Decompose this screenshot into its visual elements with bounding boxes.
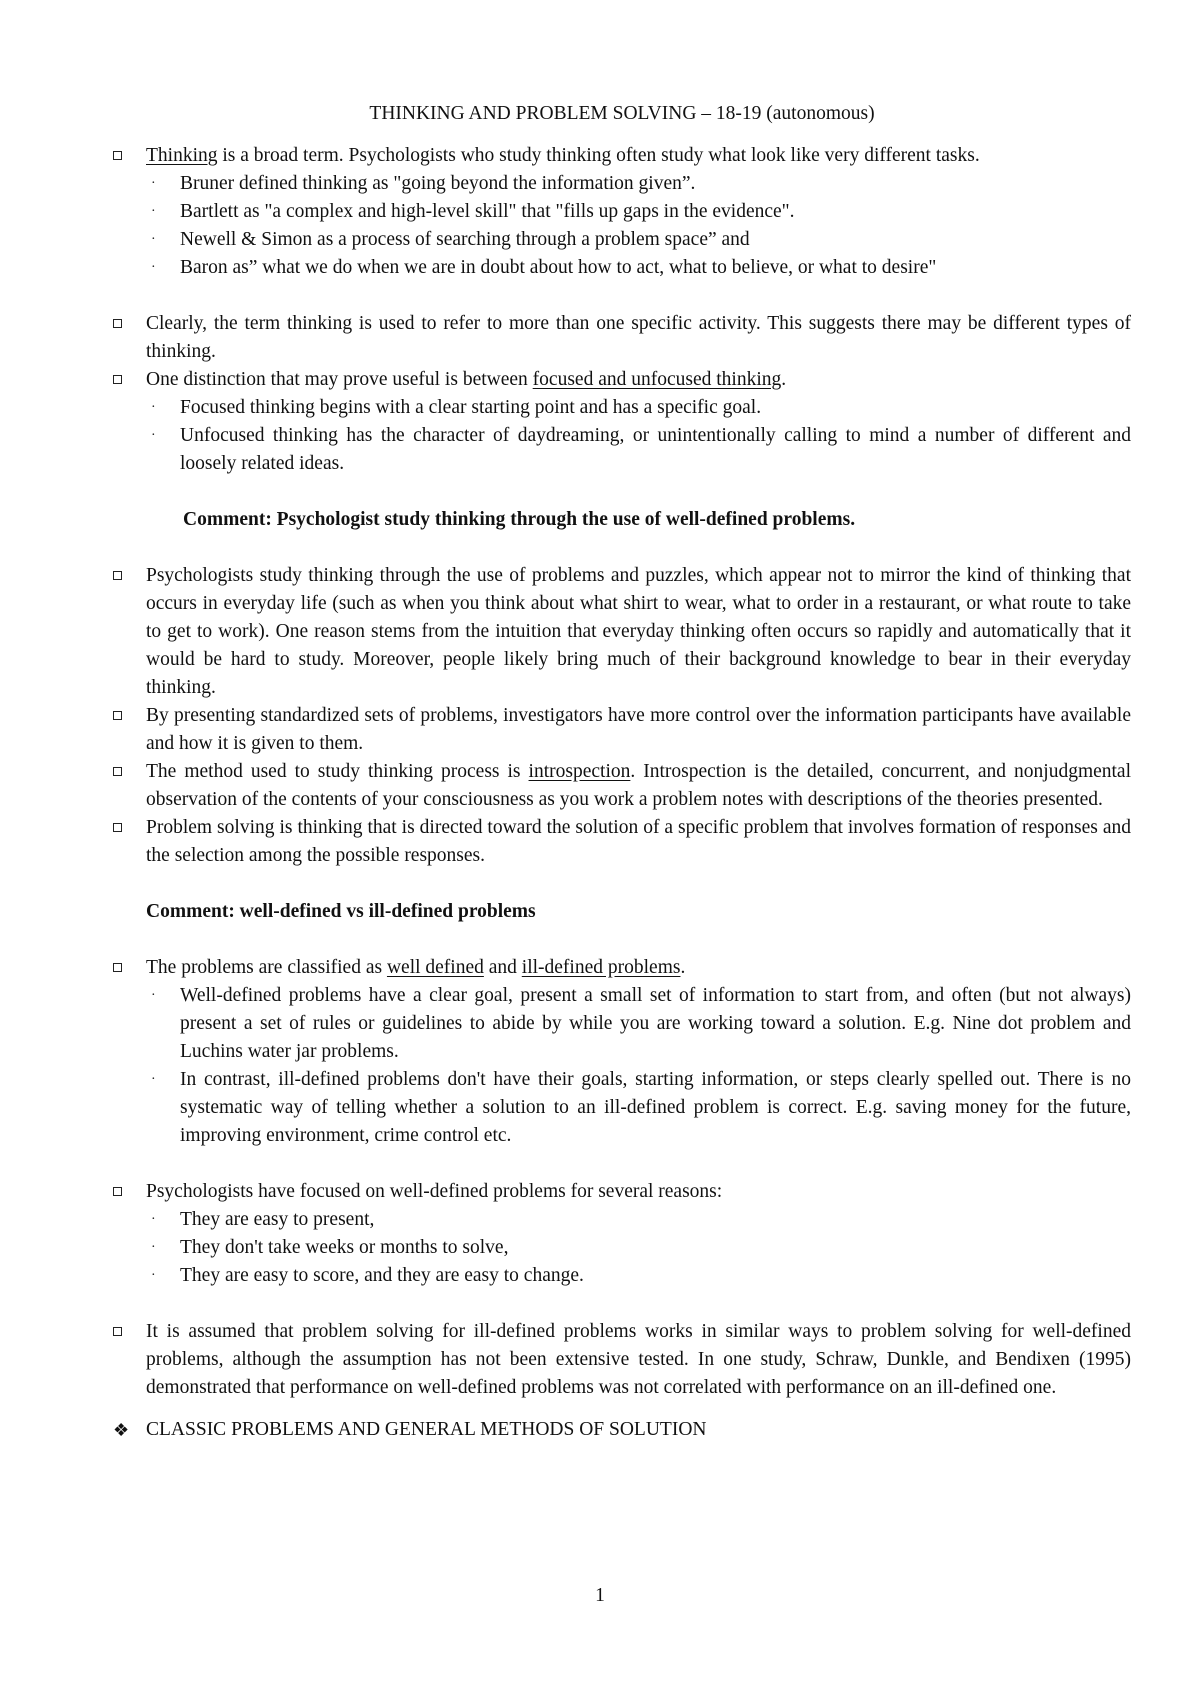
list-item: Clearly, the term thinking is used to refer to more than one specific activity. This suggests there may be different types of thinking. [113, 310, 1131, 366]
sub-list [113, 170, 1131, 282]
dot-bullet-icon: · [151, 1268, 156, 1283]
sub-list-item: · In contrast, ill-defined problems don't have their goals, starting information, or steps clearly spelled out. There is no systematic way of telling whether a solution to an ill-defined problem is correct. E.g. saving money for the future, improving environment, crime control etc. [113, 1066, 1131, 1150]
checkbox-bullet-icon [113, 823, 122, 832]
sub-list [113, 982, 1131, 1150]
list-item: Psychologists study thinking through the use of problems and puzzles, which appear not to mirror the kind of thinking that occurs in everyday life (such as when you think about what shirt to wear, what to order in a restaurant, or what route to take to get to work). One reason stems from the intuition that everyday thinking often occurs so rapidly and automatically that it would be hard to study. Moreover, people likely bring much of their background knowledge to bear in their everyday thinking. [113, 562, 1131, 702]
term-focused-unfocused: focused and unfocused thinking [532, 369, 782, 390]
sub-list-item: · They don't take weeks or months to solve, [113, 1234, 1131, 1262]
sub-list-item: · Focused thinking begins with a clear starting point and has a specific goal. [113, 394, 1131, 422]
sub-list-item: · Bartlett as "a complex and high-level skill" that "fills up gaps in the evidence". [113, 198, 1131, 226]
sub-list-item: · Baron as” what we do when we are in doubt about how to act, what to believe, or what to desire" [113, 254, 1131, 282]
list-item: One distinction that may prove useful is between focused and unfocused thinking. [113, 366, 1131, 394]
term-well-defined: well defined [386, 957, 484, 978]
sub-list-item: · They are easy to score, and they are easy to change. [113, 1262, 1131, 1290]
sub-list-item: · Well-defined problems have a clear goal, present a small set of information to start from, and often (but not always) present a set of rules or guidelines to abide by while you are working toward a solution. E.g. Nine dot problem and Luchins water jar problems. [113, 982, 1131, 1066]
list-item: Problem solving is thinking that is directed toward the solution of a specific problem that involves formation of responses and the selection among the possible responses. [113, 814, 1131, 870]
list-item: It is assumed that problem solving for ill-defined problems works in similar ways to problem solving for well-defined problems, although the assumption has not been extensive tested. In one study, Schraw, Dunkle, and Bendixen (1995) demonstrated that performance on well-defined problems was not correlated with performance on an ill-defined one. [113, 1318, 1131, 1402]
document-content [113, 100, 1131, 1444]
checkbox-bullet-icon [113, 319, 122, 328]
sub-list [113, 1206, 1131, 1290]
dot-bullet-icon: · [151, 400, 156, 415]
dot-bullet-icon: · [151, 428, 156, 443]
checkbox-bullet-icon [113, 151, 122, 160]
dot-bullet-icon: · [151, 1072, 156, 1087]
checkbox-bullet-icon [113, 963, 122, 972]
term-ill-defined: ill-defined problems [521, 957, 681, 978]
dot-bullet-icon: · [151, 1212, 156, 1227]
section-heading: ❖ CLASSIC PROBLEMS AND GENERAL METHODS OF SOLUTION [113, 1416, 1131, 1444]
dot-bullet-icon: · [151, 1240, 156, 1255]
diamond-bullet-icon: ❖ [113, 1420, 130, 1440]
dot-bullet-icon: · [151, 232, 156, 247]
sub-list-item: · Bruner defined thinking as "going beyond the information given”. [113, 170, 1131, 198]
page-title: THINKING AND PROBLEM SOLVING – 18-19 (autonomous) [369, 103, 875, 124]
checkbox-bullet-icon [113, 711, 122, 720]
dot-bullet-icon: · [151, 176, 156, 191]
checkbox-bullet-icon [113, 375, 122, 384]
term-introspection: introspection [528, 761, 631, 782]
comment-heading: Comment: well-defined vs ill-defined problems [146, 901, 536, 922]
term-thinking: Thinking [146, 145, 218, 166]
dot-bullet-icon: · [151, 988, 156, 1003]
checkbox-bullet-icon [113, 1327, 122, 1336]
list-item: The method used to study thinking process is introspection. Introspection is the detailed, concurrent, and nonjudgmental observation of the contents of your consciousness as you work a problem notes with descriptions of the theories presented. [113, 758, 1131, 814]
page-number: 1 [595, 1585, 605, 1606]
list-item: By presenting standardized sets of problems, investigators have more control over the information participants have available and how it is given to them. [113, 702, 1131, 758]
list-item: Psychologists have focused on well-defined problems for several reasons: [113, 1178, 1131, 1206]
dot-bullet-icon: · [151, 260, 156, 275]
dot-bullet-icon: · [151, 204, 156, 219]
list-item: Thinking is a broad term. Psychologists who study thinking often study what look like very different tasks. [113, 142, 1131, 170]
sub-list [113, 394, 1131, 478]
list-item: The problems are classified as well defined and ill-defined problems. [113, 954, 1131, 982]
comment-heading: Comment: Psychologist study thinking through the use of well-defined problems. [183, 509, 856, 530]
sub-list-item: · They are easy to present, [113, 1206, 1131, 1234]
sub-list-item: · Newell & Simon as a process of searching through a problem space” and [113, 226, 1131, 254]
checkbox-bullet-icon [113, 1187, 122, 1196]
sub-list-item: · Unfocused thinking has the character of daydreaming, or unintentionally calling to mind a number of different and loosely related ideas. [113, 422, 1131, 478]
checkbox-bullet-icon [113, 767, 122, 776]
checkbox-bullet-icon [113, 571, 122, 580]
